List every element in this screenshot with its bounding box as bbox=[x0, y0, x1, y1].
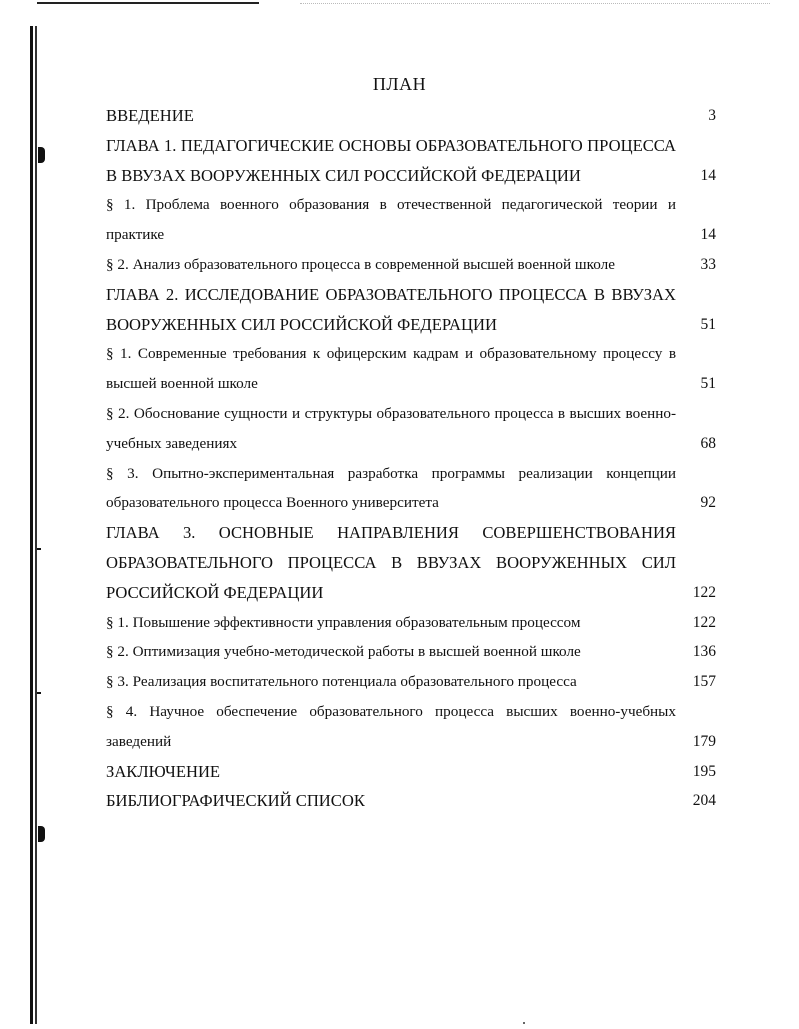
toc-entry-page-number: 179 bbox=[692, 732, 716, 750]
scan-speck bbox=[523, 1022, 525, 1024]
toc-entry-page-number: 195 bbox=[692, 762, 716, 780]
toc-entry-page-number: 51 bbox=[700, 375, 716, 393]
toc-entry-title: § 2. Обоснование сущности и структуры образовательного процесса в высших военно-учебных заведениях bbox=[106, 404, 676, 452]
toc-entry-title: § 2. Оптимизация учебно-методической работы в высшей военной школе bbox=[106, 643, 581, 661]
toc-entry-page-number: 51 bbox=[700, 315, 716, 333]
binding-mark-upper bbox=[38, 147, 45, 163]
binding-tick bbox=[37, 548, 41, 550]
toc-entry-page-number: 204 bbox=[692, 792, 716, 810]
toc-entry-page-number: 33 bbox=[700, 255, 716, 273]
toc-entry-page-number: 136 bbox=[692, 643, 716, 661]
toc-entry-title: § 1. Современные требования к офицерским кадрам и образовательному процессу в высшей военной школе bbox=[106, 345, 676, 393]
binding-mark-lower bbox=[38, 826, 45, 842]
toc-entry bbox=[106, 459, 716, 519]
toc-entry-title: ВВЕДЕНИЕ bbox=[106, 106, 194, 125]
toc-entry-page-number: 68 bbox=[700, 434, 716, 452]
toc-entry bbox=[106, 608, 716, 638]
toc-entry-title: § 4. Научное обеспечение образовательного процесса высших военно-учебных заведений bbox=[106, 702, 676, 750]
toc-entry bbox=[106, 518, 716, 607]
toc-entry-title: ГЛАВА 2. ИССЛЕДОВАНИЕ ОБРАЗОВАТЕЛЬНОГО ПРОЦЕССА В ВВУЗАХ ВООРУЖЕННЫХ СИЛ РОССИЙСКОЙ ФЕДЕРАЦИИ bbox=[106, 284, 676, 334]
toc-entry-page-number: 14 bbox=[700, 166, 716, 184]
toc-entry-title: § 3. Опытно-экспериментальная разработка программы реализации концепции образовательного процесса Военного университета bbox=[106, 464, 676, 512]
toc-entry-title: § 3. Реализация воспитательного потенциала образовательного процесса bbox=[106, 673, 577, 691]
scan-artifact-left-edge bbox=[30, 26, 33, 1024]
toc-entry-title: ГЛАВА 1. ПЕДАГОГИЧЕСКИЕ ОСНОВЫ ОБРАЗОВАТЕЛЬНОГО ПРОЦЕССА В ВВУЗАХ ВООРУЖЕННЫХ СИЛ РОССИЙСКОЙ ФЕДЕРАЦИИ bbox=[106, 135, 676, 185]
page-title: ПЛАН bbox=[372, 74, 427, 94]
toc-entry bbox=[106, 786, 716, 816]
scan-artifact-left-edge-inner bbox=[35, 26, 37, 1024]
toc-entry-page-number: 122 bbox=[692, 613, 716, 631]
toc-entry-title: ЗАКЛЮЧЕНИЕ bbox=[106, 761, 221, 781]
toc-entry-page-number: 92 bbox=[700, 494, 716, 512]
toc-entry bbox=[106, 131, 716, 191]
toc-entry-page-number: 14 bbox=[700, 226, 716, 244]
toc-entry bbox=[106, 757, 716, 787]
toc-entry-page-number: 157 bbox=[692, 673, 716, 691]
toc-entry-title: § 1. Проблема военного образования в отечественной педагогической теории и практике bbox=[106, 196, 676, 244]
toc-entry bbox=[106, 637, 716, 667]
toc-entry-title: § 2. Анализ образовательного процесса в современной высшей военной школе bbox=[106, 255, 615, 273]
toc-entry bbox=[106, 280, 716, 340]
toc-entry-page-number: 3 bbox=[708, 107, 716, 124]
toc-entry bbox=[106, 339, 716, 399]
toc-entry bbox=[106, 697, 716, 757]
toc-entry-title: § 1. Повышение эффективности управления образовательным процессом bbox=[106, 613, 581, 631]
binding-tick bbox=[37, 692, 41, 694]
toc-entry bbox=[106, 250, 716, 280]
toc-entry bbox=[106, 190, 716, 250]
toc-entry-title: ГЛАВА 3. ОСНОВНЫЕ НАПРАВЛЕНИЯ СОВЕРШЕНСТВОВАНИЯ ОБРАЗОВАТЕЛЬНОГО ПРОЦЕССА В ВВУЗАХ ВООРУЖЕННЫХ СИЛ РОССИЙСКОЙ ФЕДЕРАЦИИ bbox=[106, 523, 676, 602]
toc-entry bbox=[106, 101, 716, 131]
table-of-contents bbox=[106, 101, 716, 816]
toc-entry-page-number: 122 bbox=[692, 583, 716, 601]
toc-entry bbox=[106, 399, 716, 459]
scan-artifact-top-dots bbox=[300, 3, 770, 5]
toc-entry-title: БИБЛИОГРАФИЧЕСКИЙ СПИСОК bbox=[106, 791, 365, 811]
scan-artifact-top-line bbox=[37, 2, 259, 4]
toc-entry bbox=[106, 667, 716, 697]
